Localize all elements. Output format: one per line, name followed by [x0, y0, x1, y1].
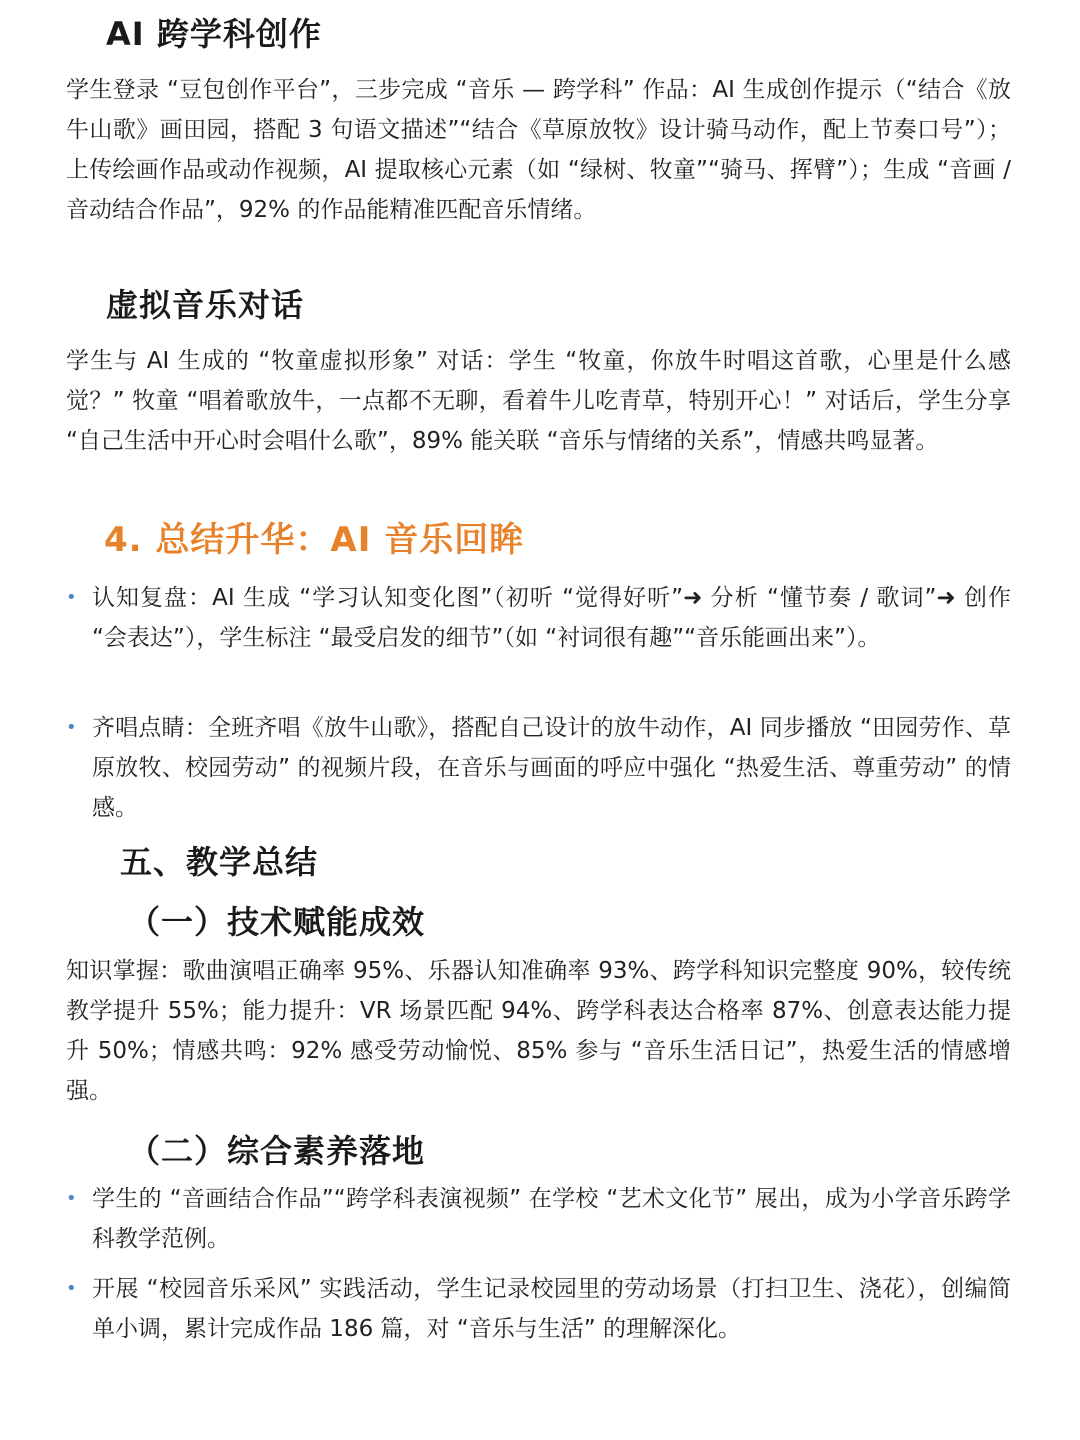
paragraph-virtual-dialog: 学生与 AI 生成的 “牧童虚拟形象” 对话：学生 “牧童，你放牛时唱这首歌，心里是什么感觉？” 牧童 “唱着歌放牛，一点都不无聊，看着牛儿吃青草，特别开心！” 对话后，学生分享 “自己生活中开心时会唱什么歌”，89% 能关联 “音乐与情绪的关系”，情感共鸣显著。 — [66, 348, 1011, 454]
heading-summary-ai-review: 4. 总结升华：AI 音乐回眸 — [104, 520, 525, 560]
list-item — [66, 708, 1011, 828]
heading-virtual-dialog: 虚拟音乐对话 — [106, 286, 305, 324]
bullet-text-chorus-highlight: 齐唱点睛：全班齐唱《放牛山歌》，搭配自己设计的放牛动作，AI 同步播放 “田园劳作、草原放牧、校园劳动” 的视频片段，在音乐与画面的呼应中强化 “热爱生活、尊重劳动” 的情感。 — [92, 715, 1011, 821]
heading-literacy-landing: （二）综合素养落地 — [128, 1132, 426, 1170]
heading-teaching-summary: 五、教学总结 — [120, 843, 319, 881]
heading-tech-effect: （一）技术赋能成效 — [128, 903, 426, 941]
bullet-dot-icon: • — [66, 1188, 77, 1209]
heading-ai-create: AI 跨学科创作 — [106, 15, 322, 53]
bullet-dot-icon: • — [66, 1278, 77, 1299]
list-item — [66, 578, 1011, 658]
bullet-text-campus-music-collection: 开展 “校园音乐采风” 实践活动，学生记录校园里的劳动场景（打扫卫生、浇花），创编简单小调，累计完成作品 186 篇，对 “音乐与生活” 的理解深化。 — [92, 1276, 1011, 1342]
bullet-text-cognition-review: 认知复盘：AI 生成 “学习认知变化图”（初听 “觉得好听”➜ 分析 “懂节奏 / 歌词”➜ 创作 “会表达”），学生标注 “最受启发的细节”（如 “衬词很有趣”“音乐能画出来”）。 — [92, 585, 1011, 651]
bullet-dot-icon: • — [66, 587, 77, 608]
bullet-text-art-festival: 学生的 “音画结合作品”“跨学科表演视频” 在学校 “艺术文化节” 展出，成为小学音乐跨学科教学范例。 — [92, 1186, 1011, 1252]
paragraph-ai-create: 学生登录 “豆包创作平台”，三步完成 “音乐 — 跨学科” 作品：AI 生成创作提示（“结合《放牛山歌》画田园，搭配 3 句语文描述”“结合《草原放牧》设计骑马动作，配上节奏口号”）；上传绘画作品或动作视频，AI 提取核心元素（如 “绿树、牧童”“骑马、挥臂”）；生成 “音画 / 音动结合作品”，92% 的作品能精准匹配音乐情绪。 — [66, 77, 1011, 223]
list-item — [66, 1179, 1011, 1259]
bullet-dot-icon: • — [66, 717, 77, 738]
paragraph-tech-effect: 知识掌握：歌曲演唱正确率 95%、乐器认知准确率 93%、跨学科知识完整度 90%，较传统教学提升 55%；能力提升：VR 场景匹配 94%、跨学科表达合格率 87%、创意表达能力提升 50%；情感共鸣：92% 感受劳动愉悦、85% 参与 “音乐生活日记”，热爱生活的情感增强。 — [66, 958, 1011, 1104]
list-item — [66, 1269, 1011, 1349]
